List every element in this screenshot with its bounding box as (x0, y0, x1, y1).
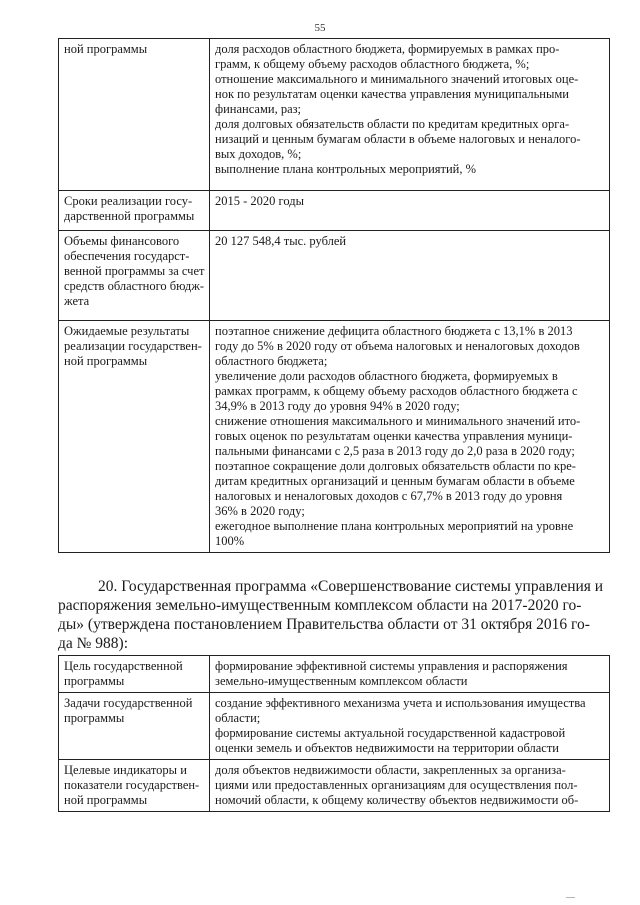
row-content-line: циями или предоставленных организациям для осуществления пол- (215, 778, 578, 792)
row-content-line: вых доходов, %; (215, 147, 302, 161)
row-content (210, 760, 610, 812)
row-label (59, 39, 210, 191)
row-content (210, 693, 610, 760)
row-content-line: 34,9% в 2013 году до уровня 94% в 2020 году; (215, 399, 460, 413)
row-content-line: рамках программ, к общему объему расходов областного бюджета с (215, 384, 578, 398)
row-content-line: грамм, к общему объему расходов областного бюджета, %; (215, 57, 530, 71)
row-content-line: создание эффективного механизма учета и использования имущества (215, 696, 586, 710)
section-heading-line: 20. Государственная программа «Совершенствование системы управления и (98, 578, 604, 595)
row-label (59, 231, 210, 321)
row-content-line: оценки земель и объектов недвижимости на территории области (215, 741, 559, 755)
row-label-line: обеспечения государст- (64, 249, 190, 263)
row-content-line: 36% в 2020 году; (215, 504, 305, 518)
row-label-line: реализации государствен- (64, 339, 202, 353)
section-heading-line: ды» (утверждена постановлением Правительства области от 31 октября 2016 го- (58, 616, 590, 633)
row-content-line: 100% (215, 534, 245, 548)
table-row (59, 39, 610, 191)
row-content-line: финансами, раз; (215, 102, 302, 116)
table-row (59, 693, 610, 760)
row-label-line: Задачи государственной (64, 696, 193, 710)
row-label-line: программы (64, 674, 125, 688)
row-content (210, 191, 610, 231)
row-content-line: доля расходов областного бюджета, формируемых в рамках про- (215, 42, 560, 56)
row-label (59, 656, 210, 693)
row-label-line: Объемы финансового (64, 234, 180, 248)
row-content (210, 231, 610, 321)
page-number: 55 (314, 22, 326, 34)
section-heading-program-20 (58, 577, 610, 653)
row-content-line: ежегодное выполнение плана контрольных мероприятий на уровне (215, 519, 574, 533)
row-label-line: средств областного бюдж- (64, 279, 205, 293)
row-content-line: году до 5% в 2020 году от объема налоговых и неналоговых доходов (215, 339, 580, 353)
table-row (59, 321, 610, 553)
row-content-line: земельно-имущественным комплексом области (215, 674, 468, 688)
row-content-line: формирование эффективной системы управления и распоряжения (215, 659, 568, 673)
row-label (59, 693, 210, 760)
row-label-line: программы (64, 711, 125, 725)
row-label (59, 760, 210, 812)
row-content-line: пальными финансами с 2,5 раза в 2013 году до 2,0 раза в 2020 году; (215, 444, 575, 458)
row-label-line: дарственной программы (64, 209, 195, 223)
row-label-line: показатели государствен- (64, 778, 200, 792)
row-label-line: жета (64, 294, 90, 308)
table-row (59, 760, 610, 812)
table-row (59, 231, 610, 321)
row-label-line: Целевые индикаторы и (64, 763, 187, 777)
row-content-line: нок по результатам оценки качества управления муниципальными (215, 87, 569, 101)
row-content-line: 20 127 548,4 тыс. рублей (215, 234, 347, 248)
row-label-line: Сроки реализации госу- (64, 194, 193, 208)
row-content-line: дитам кредитных организаций и ценным бумагам области в объеме (215, 474, 575, 488)
row-content-line: формирование системы актуальной государственной кадастровой (215, 726, 566, 740)
row-label-line: Цель государственной (64, 659, 183, 673)
row-content-line: низаций и ценным бумагам области в объеме налоговых и неналого- (215, 132, 581, 146)
row-label (59, 321, 210, 553)
section-heading-line: да № 988): (58, 635, 129, 652)
table-row (59, 656, 610, 693)
row-content-line: доля объектов недвижимости области, закрепленных за организа- (215, 763, 566, 777)
scan-mark: — (566, 892, 575, 902)
row-content-line: областного бюджета; (215, 354, 328, 368)
row-content-line: номочий области, к общему количеству объектов недвижимости об- (215, 793, 579, 807)
row-content-line: поэтапное снижение дефицита областного бюджета с 13,1% в 2013 (215, 324, 573, 338)
row-content-line: доля долговых обязательств области по кредитам кредитных орга- (215, 117, 570, 131)
row-label-line: ной программы (64, 793, 148, 807)
row-content-line: 2015 - 2020 годы (215, 194, 305, 208)
row-label-line: ной программы (64, 354, 148, 368)
row-content-line: области; (215, 711, 261, 725)
row-label (59, 191, 210, 231)
row-label-line: ной программы (64, 42, 148, 56)
program-passport-table-20 (58, 655, 610, 812)
row-content (210, 656, 610, 693)
section-heading-line: распоряжения земельно-имущественным комплексом области на 2017-2020 го- (58, 597, 582, 614)
row-content-line: говых оценок по результатам оценки качества управления муници- (215, 429, 573, 443)
row-content-line: снижение отношения максимального и минимального значений ито- (215, 414, 581, 428)
row-label-line: венной программы за счет (64, 264, 205, 278)
row-content-line: налоговых и неналоговых доходов с 67,7% в 2013 году до уровня (215, 489, 563, 503)
row-label-line: Ожидаемые результаты (64, 324, 190, 338)
row-content-line: выполнение плана контрольных мероприятий, % (215, 162, 477, 176)
table-row (59, 191, 610, 231)
row-content-line: увеличение доли расходов областного бюджета, формируемых в (215, 369, 558, 383)
program-passport-table-continued (58, 38, 610, 553)
row-content (210, 39, 610, 191)
row-content-line: отношение максимального и минимального значений итоговых оце- (215, 72, 579, 86)
row-content (210, 321, 610, 553)
row-content-line: поэтапное сокращение доли долговых обязательств области по кре- (215, 459, 576, 473)
